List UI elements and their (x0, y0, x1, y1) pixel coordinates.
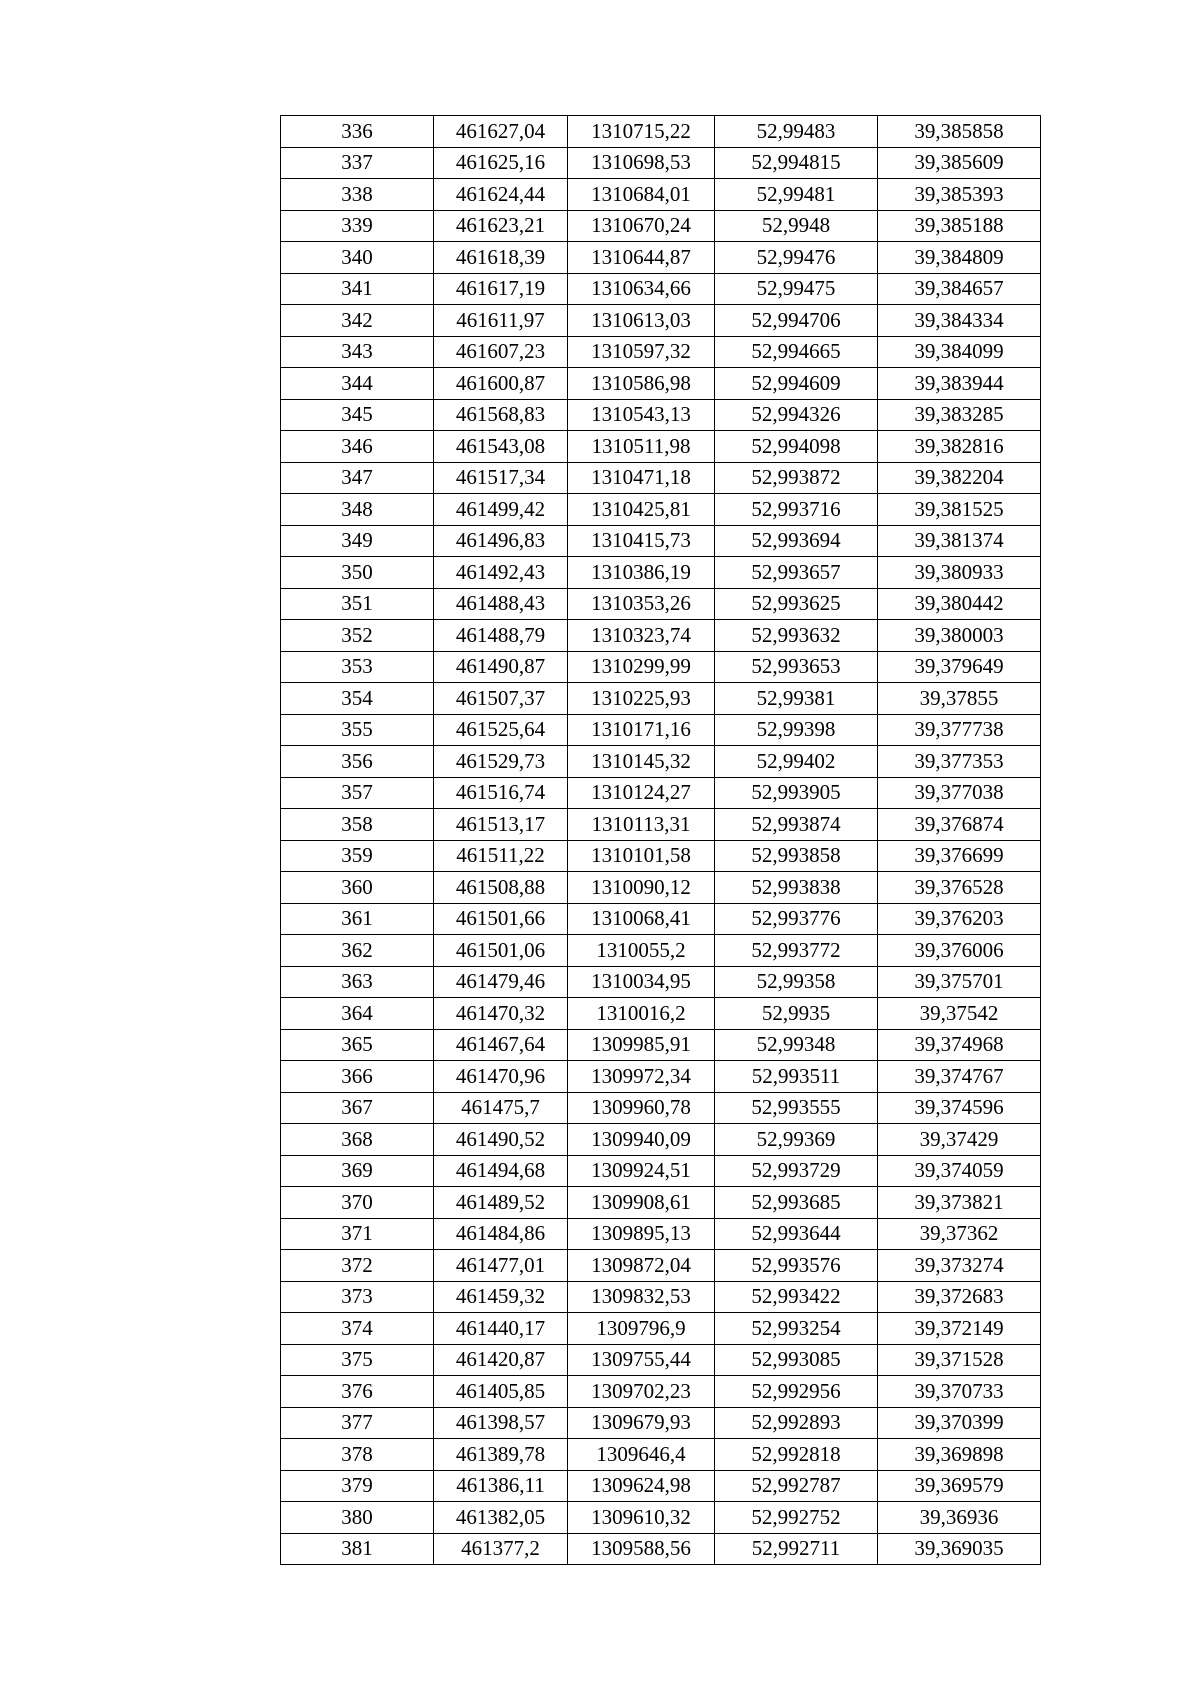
point-number-cell: 336 (281, 116, 434, 148)
y-coordinate-cell: 1310715,22 (568, 116, 715, 148)
latitude-cell: 52,992752 (715, 1502, 878, 1534)
longitude-cell: 39,382204 (878, 462, 1041, 494)
table-row (281, 1470, 1041, 1502)
point-number-cell: 356 (281, 746, 434, 778)
table-row (281, 1313, 1041, 1345)
y-coordinate-cell: 1310124,27 (568, 777, 715, 809)
longitude-cell: 39,369579 (878, 1470, 1041, 1502)
y-coordinate-cell: 1309796,9 (568, 1313, 715, 1345)
y-coordinate-cell: 1310543,13 (568, 399, 715, 431)
longitude-cell: 39,377353 (878, 746, 1041, 778)
x-coordinate-cell: 461389,78 (434, 1439, 568, 1471)
table-row (281, 1155, 1041, 1187)
table-row (281, 1029, 1041, 1061)
point-number-cell: 348 (281, 494, 434, 526)
point-number-cell: 352 (281, 620, 434, 652)
y-coordinate-cell: 1310323,74 (568, 620, 715, 652)
point-number-cell: 347 (281, 462, 434, 494)
x-coordinate-cell: 461607,23 (434, 336, 568, 368)
longitude-cell: 39,377738 (878, 714, 1041, 746)
y-coordinate-cell: 1310386,19 (568, 557, 715, 589)
longitude-cell: 39,373274 (878, 1250, 1041, 1282)
x-coordinate-cell: 461488,79 (434, 620, 568, 652)
point-number-cell: 349 (281, 525, 434, 557)
latitude-cell: 52,994609 (715, 368, 878, 400)
x-coordinate-cell: 461470,96 (434, 1061, 568, 1093)
table-row (281, 683, 1041, 715)
x-coordinate-cell: 461513,17 (434, 809, 568, 841)
point-number-cell: 365 (281, 1029, 434, 1061)
table-row (281, 462, 1041, 494)
x-coordinate-cell: 461492,43 (434, 557, 568, 589)
longitude-cell: 39,384099 (878, 336, 1041, 368)
table-row (281, 1281, 1041, 1313)
latitude-cell: 52,993576 (715, 1250, 878, 1282)
longitude-cell: 39,381525 (878, 494, 1041, 526)
x-coordinate-cell: 461501,66 (434, 903, 568, 935)
latitude-cell: 52,99475 (715, 273, 878, 305)
y-coordinate-cell: 1310415,73 (568, 525, 715, 557)
y-coordinate-cell: 1309624,98 (568, 1470, 715, 1502)
latitude-cell: 52,993653 (715, 651, 878, 683)
longitude-cell: 39,377038 (878, 777, 1041, 809)
point-number-cell: 343 (281, 336, 434, 368)
longitude-cell: 39,384334 (878, 305, 1041, 337)
table-row (281, 525, 1041, 557)
longitude-cell: 39,380933 (878, 557, 1041, 589)
x-coordinate-cell: 461611,97 (434, 305, 568, 337)
point-number-cell: 342 (281, 305, 434, 337)
longitude-cell: 39,369035 (878, 1533, 1041, 1565)
point-number-cell: 360 (281, 872, 434, 904)
point-number-cell: 344 (281, 368, 434, 400)
latitude-cell: 52,992787 (715, 1470, 878, 1502)
y-coordinate-cell: 1310471,18 (568, 462, 715, 494)
point-number-cell: 374 (281, 1313, 434, 1345)
y-coordinate-cell: 1310613,03 (568, 305, 715, 337)
table-row (281, 746, 1041, 778)
latitude-cell: 52,993874 (715, 809, 878, 841)
point-number-cell: 341 (281, 273, 434, 305)
table-row (281, 903, 1041, 935)
longitude-cell: 39,382816 (878, 431, 1041, 463)
latitude-cell: 52,99398 (715, 714, 878, 746)
point-number-cell: 355 (281, 714, 434, 746)
y-coordinate-cell: 1309895,13 (568, 1218, 715, 1250)
longitude-cell: 39,374596 (878, 1092, 1041, 1124)
table-row (281, 1376, 1041, 1408)
table-row (281, 1344, 1041, 1376)
table-row (281, 368, 1041, 400)
table-row (281, 588, 1041, 620)
latitude-cell: 52,99481 (715, 179, 878, 211)
latitude-cell: 52,993555 (715, 1092, 878, 1124)
table-row (281, 809, 1041, 841)
point-number-cell: 362 (281, 935, 434, 967)
x-coordinate-cell: 461508,88 (434, 872, 568, 904)
y-coordinate-cell: 1309908,61 (568, 1187, 715, 1219)
point-number-cell: 370 (281, 1187, 434, 1219)
table-row (281, 714, 1041, 746)
table-row (281, 494, 1041, 526)
table-row (281, 651, 1041, 683)
coordinates-table-body (281, 116, 1041, 1565)
y-coordinate-cell: 1309872,04 (568, 1250, 715, 1282)
x-coordinate-cell: 461479,46 (434, 966, 568, 998)
latitude-cell: 52,992956 (715, 1376, 878, 1408)
point-number-cell: 375 (281, 1344, 434, 1376)
y-coordinate-cell: 1309940,09 (568, 1124, 715, 1156)
table-row (281, 1124, 1041, 1156)
table-row (281, 1439, 1041, 1471)
longitude-cell: 39,36936 (878, 1502, 1041, 1534)
x-coordinate-cell: 461405,85 (434, 1376, 568, 1408)
latitude-cell: 52,993776 (715, 903, 878, 935)
latitude-cell: 52,9935 (715, 998, 878, 1030)
table-row (281, 1533, 1041, 1565)
latitude-cell: 52,99483 (715, 116, 878, 148)
latitude-cell: 52,993644 (715, 1218, 878, 1250)
y-coordinate-cell: 1310034,95 (568, 966, 715, 998)
latitude-cell: 52,993632 (715, 620, 878, 652)
latitude-cell: 52,993625 (715, 588, 878, 620)
table-row (281, 998, 1041, 1030)
y-coordinate-cell: 1309702,23 (568, 1376, 715, 1408)
x-coordinate-cell: 461484,86 (434, 1218, 568, 1250)
longitude-cell: 39,37542 (878, 998, 1041, 1030)
x-coordinate-cell: 461517,34 (434, 462, 568, 494)
y-coordinate-cell: 1310016,2 (568, 998, 715, 1030)
x-coordinate-cell: 461386,11 (434, 1470, 568, 1502)
table-row (281, 1250, 1041, 1282)
x-coordinate-cell: 461494,68 (434, 1155, 568, 1187)
table-row (281, 116, 1041, 148)
latitude-cell: 52,99358 (715, 966, 878, 998)
point-number-cell: 346 (281, 431, 434, 463)
y-coordinate-cell: 1309960,78 (568, 1092, 715, 1124)
point-number-cell: 339 (281, 210, 434, 242)
latitude-cell: 52,993772 (715, 935, 878, 967)
longitude-cell: 39,385858 (878, 116, 1041, 148)
table-row (281, 557, 1041, 589)
latitude-cell: 52,993685 (715, 1187, 878, 1219)
x-coordinate-cell: 461475,7 (434, 1092, 568, 1124)
y-coordinate-cell: 1310597,32 (568, 336, 715, 368)
y-coordinate-cell: 1310644,87 (568, 242, 715, 274)
latitude-cell: 52,992818 (715, 1439, 878, 1471)
point-number-cell: 377 (281, 1407, 434, 1439)
longitude-cell: 39,379649 (878, 651, 1041, 683)
point-number-cell: 369 (281, 1155, 434, 1187)
y-coordinate-cell: 1309646,4 (568, 1439, 715, 1471)
point-number-cell: 340 (281, 242, 434, 274)
y-coordinate-cell: 1310299,99 (568, 651, 715, 683)
point-number-cell: 353 (281, 651, 434, 683)
y-coordinate-cell: 1310670,24 (568, 210, 715, 242)
x-coordinate-cell: 461470,32 (434, 998, 568, 1030)
x-coordinate-cell: 461477,01 (434, 1250, 568, 1282)
longitude-cell: 39,374968 (878, 1029, 1041, 1061)
y-coordinate-cell: 1309985,91 (568, 1029, 715, 1061)
table-row (281, 935, 1041, 967)
longitude-cell: 39,374767 (878, 1061, 1041, 1093)
latitude-cell: 52,9948 (715, 210, 878, 242)
latitude-cell: 52,99348 (715, 1029, 878, 1061)
table-row (281, 777, 1041, 809)
latitude-cell: 52,993858 (715, 840, 878, 872)
y-coordinate-cell: 1309588,56 (568, 1533, 715, 1565)
point-number-cell: 380 (281, 1502, 434, 1534)
x-coordinate-cell: 461618,39 (434, 242, 568, 274)
longitude-cell: 39,385393 (878, 179, 1041, 211)
point-number-cell: 378 (281, 1439, 434, 1471)
longitude-cell: 39,376699 (878, 840, 1041, 872)
longitude-cell: 39,371528 (878, 1344, 1041, 1376)
x-coordinate-cell: 461496,83 (434, 525, 568, 557)
point-number-cell: 368 (281, 1124, 434, 1156)
latitude-cell: 52,993511 (715, 1061, 878, 1093)
table-row (281, 620, 1041, 652)
point-number-cell: 366 (281, 1061, 434, 1093)
x-coordinate-cell: 461488,43 (434, 588, 568, 620)
y-coordinate-cell: 1310055,2 (568, 935, 715, 967)
table-row (281, 147, 1041, 179)
latitude-cell: 52,993716 (715, 494, 878, 526)
latitude-cell: 52,993838 (715, 872, 878, 904)
y-coordinate-cell: 1309972,34 (568, 1061, 715, 1093)
y-coordinate-cell: 1310068,41 (568, 903, 715, 935)
latitude-cell: 52,993694 (715, 525, 878, 557)
x-coordinate-cell: 461617,19 (434, 273, 568, 305)
y-coordinate-cell: 1310511,98 (568, 431, 715, 463)
point-number-cell: 338 (281, 179, 434, 211)
table-row (281, 305, 1041, 337)
latitude-cell: 52,99381 (715, 683, 878, 715)
longitude-cell: 39,376203 (878, 903, 1041, 935)
table-row (281, 1502, 1041, 1534)
latitude-cell: 52,99369 (715, 1124, 878, 1156)
longitude-cell: 39,385188 (878, 210, 1041, 242)
point-number-cell: 351 (281, 588, 434, 620)
x-coordinate-cell: 461507,37 (434, 683, 568, 715)
x-coordinate-cell: 461600,87 (434, 368, 568, 400)
y-coordinate-cell: 1309832,53 (568, 1281, 715, 1313)
point-number-cell: 371 (281, 1218, 434, 1250)
latitude-cell: 52,993905 (715, 777, 878, 809)
x-coordinate-cell: 461625,16 (434, 147, 568, 179)
latitude-cell: 52,99476 (715, 242, 878, 274)
latitude-cell: 52,992711 (715, 1533, 878, 1565)
x-coordinate-cell: 461420,87 (434, 1344, 568, 1376)
longitude-cell: 39,385609 (878, 147, 1041, 179)
longitude-cell: 39,380442 (878, 588, 1041, 620)
table-row (281, 1187, 1041, 1219)
y-coordinate-cell: 1310145,32 (568, 746, 715, 778)
table-row (281, 242, 1041, 274)
table-row (281, 210, 1041, 242)
latitude-cell: 52,994098 (715, 431, 878, 463)
point-number-cell: 337 (281, 147, 434, 179)
x-coordinate-cell: 461543,08 (434, 431, 568, 463)
latitude-cell: 52,993254 (715, 1313, 878, 1345)
longitude-cell: 39,37362 (878, 1218, 1041, 1250)
x-coordinate-cell: 461490,52 (434, 1124, 568, 1156)
x-coordinate-cell: 461377,2 (434, 1533, 568, 1565)
latitude-cell: 52,994815 (715, 147, 878, 179)
latitude-cell: 52,993872 (715, 462, 878, 494)
point-number-cell: 345 (281, 399, 434, 431)
y-coordinate-cell: 1310586,98 (568, 368, 715, 400)
y-coordinate-cell: 1309924,51 (568, 1155, 715, 1187)
y-coordinate-cell: 1310171,16 (568, 714, 715, 746)
longitude-cell: 39,370733 (878, 1376, 1041, 1408)
table-row (281, 1061, 1041, 1093)
point-number-cell: 381 (281, 1533, 434, 1565)
x-coordinate-cell: 461516,74 (434, 777, 568, 809)
point-number-cell: 364 (281, 998, 434, 1030)
x-coordinate-cell: 461382,05 (434, 1502, 568, 1534)
longitude-cell: 39,373821 (878, 1187, 1041, 1219)
x-coordinate-cell: 461568,83 (434, 399, 568, 431)
longitude-cell: 39,372149 (878, 1313, 1041, 1345)
table-row (281, 179, 1041, 211)
latitude-cell: 52,993085 (715, 1344, 878, 1376)
latitude-cell: 52,993657 (715, 557, 878, 589)
table-row (281, 431, 1041, 463)
longitude-cell: 39,37855 (878, 683, 1041, 715)
x-coordinate-cell: 461459,32 (434, 1281, 568, 1313)
x-coordinate-cell: 461529,73 (434, 746, 568, 778)
table-row (281, 872, 1041, 904)
longitude-cell: 39,37429 (878, 1124, 1041, 1156)
point-number-cell: 350 (281, 557, 434, 589)
longitude-cell: 39,384809 (878, 242, 1041, 274)
longitude-cell: 39,383285 (878, 399, 1041, 431)
point-number-cell: 379 (281, 1470, 434, 1502)
table-row (281, 840, 1041, 872)
longitude-cell: 39,369898 (878, 1439, 1041, 1471)
point-number-cell: 358 (281, 809, 434, 841)
y-coordinate-cell: 1310113,31 (568, 809, 715, 841)
point-number-cell: 363 (281, 966, 434, 998)
y-coordinate-cell: 1309755,44 (568, 1344, 715, 1376)
y-coordinate-cell: 1310684,01 (568, 179, 715, 211)
table-row (281, 1218, 1041, 1250)
x-coordinate-cell: 461623,21 (434, 210, 568, 242)
latitude-cell: 52,994665 (715, 336, 878, 368)
y-coordinate-cell: 1310225,93 (568, 683, 715, 715)
longitude-cell: 39,381374 (878, 525, 1041, 557)
longitude-cell: 39,372683 (878, 1281, 1041, 1313)
x-coordinate-cell: 461511,22 (434, 840, 568, 872)
longitude-cell: 39,376006 (878, 935, 1041, 967)
longitude-cell: 39,376874 (878, 809, 1041, 841)
latitude-cell: 52,99402 (715, 746, 878, 778)
y-coordinate-cell: 1309679,93 (568, 1407, 715, 1439)
table-row (281, 273, 1041, 305)
longitude-cell: 39,375701 (878, 966, 1041, 998)
point-number-cell: 367 (281, 1092, 434, 1124)
point-number-cell: 359 (281, 840, 434, 872)
x-coordinate-cell: 461525,64 (434, 714, 568, 746)
x-coordinate-cell: 461489,52 (434, 1187, 568, 1219)
longitude-cell: 39,384657 (878, 273, 1041, 305)
y-coordinate-cell: 1310353,26 (568, 588, 715, 620)
y-coordinate-cell: 1310634,66 (568, 273, 715, 305)
table-row (281, 966, 1041, 998)
longitude-cell: 39,374059 (878, 1155, 1041, 1187)
x-coordinate-cell: 461627,04 (434, 116, 568, 148)
x-coordinate-cell: 461440,17 (434, 1313, 568, 1345)
latitude-cell: 52,993422 (715, 1281, 878, 1313)
point-number-cell: 372 (281, 1250, 434, 1282)
table-row (281, 1092, 1041, 1124)
table-row (281, 336, 1041, 368)
longitude-cell: 39,370399 (878, 1407, 1041, 1439)
x-coordinate-cell: 461398,57 (434, 1407, 568, 1439)
point-number-cell: 361 (281, 903, 434, 935)
x-coordinate-cell: 461499,42 (434, 494, 568, 526)
x-coordinate-cell: 461467,64 (434, 1029, 568, 1061)
y-coordinate-cell: 1310090,12 (568, 872, 715, 904)
x-coordinate-cell: 461490,87 (434, 651, 568, 683)
x-coordinate-cell: 461624,44 (434, 179, 568, 211)
latitude-cell: 52,992893 (715, 1407, 878, 1439)
latitude-cell: 52,994706 (715, 305, 878, 337)
y-coordinate-cell: 1310425,81 (568, 494, 715, 526)
longitude-cell: 39,376528 (878, 872, 1041, 904)
y-coordinate-cell: 1310101,58 (568, 840, 715, 872)
longitude-cell: 39,380003 (878, 620, 1041, 652)
latitude-cell: 52,993729 (715, 1155, 878, 1187)
coordinates-table (280, 115, 1041, 1565)
longitude-cell: 39,383944 (878, 368, 1041, 400)
point-number-cell: 354 (281, 683, 434, 715)
point-number-cell: 357 (281, 777, 434, 809)
point-number-cell: 376 (281, 1376, 434, 1408)
point-number-cell: 373 (281, 1281, 434, 1313)
y-coordinate-cell: 1310698,53 (568, 147, 715, 179)
latitude-cell: 52,994326 (715, 399, 878, 431)
x-coordinate-cell: 461501,06 (434, 935, 568, 967)
table-row (281, 1407, 1041, 1439)
table-row (281, 399, 1041, 431)
y-coordinate-cell: 1309610,32 (568, 1502, 715, 1534)
